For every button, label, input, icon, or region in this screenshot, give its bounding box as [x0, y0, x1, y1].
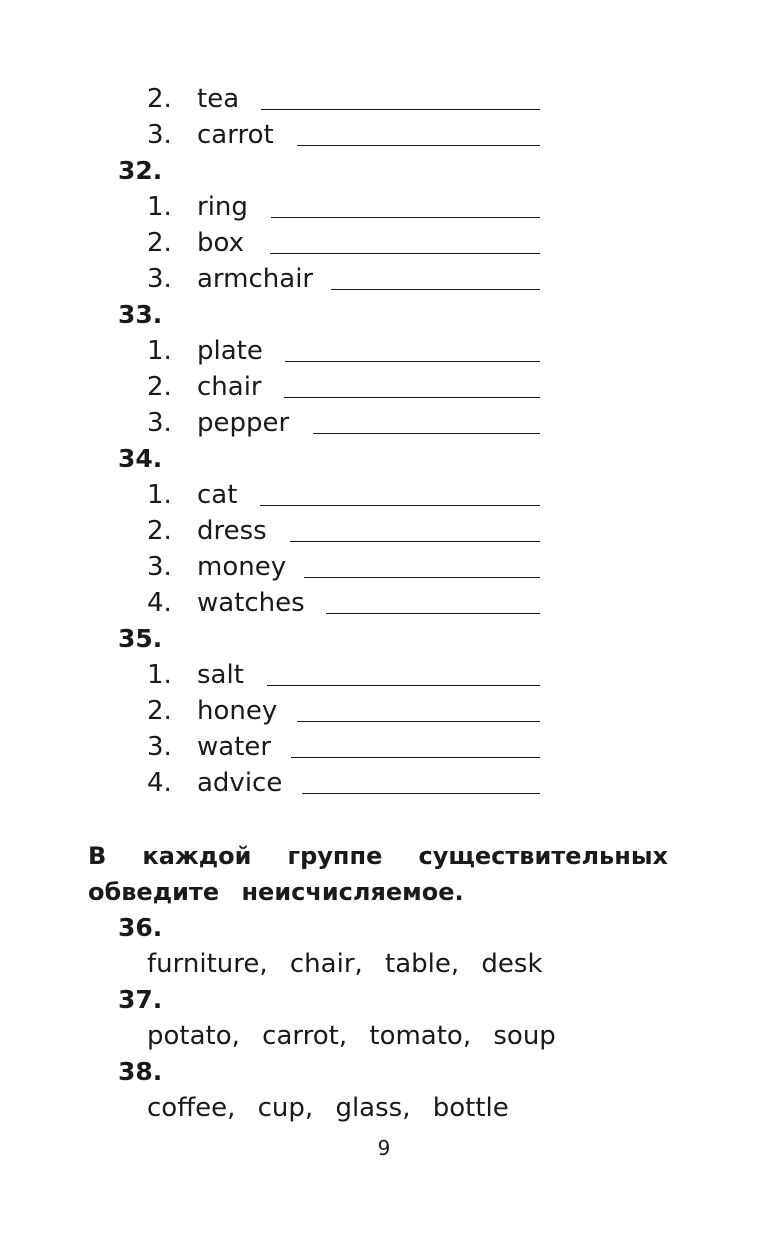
instruction-line: обведите неисчисляемое. [88, 878, 464, 906]
answer-blank[interactable] [291, 757, 540, 758]
item-number: 1. [147, 480, 172, 510]
item-word: tea [197, 84, 240, 114]
exercise-number: 37. [118, 985, 163, 1014]
item-row [0, 405, 768, 441]
page-number: 9 [377, 1136, 391, 1160]
answer-blank[interactable] [297, 721, 540, 722]
item-word: plate [197, 336, 263, 366]
answer-blank[interactable] [271, 217, 540, 218]
item-number: 2. [147, 372, 172, 402]
item-word: watches [197, 588, 305, 618]
item-word: carrot [197, 120, 274, 150]
item-number: 2. [147, 228, 172, 258]
exercise-number: 36. [118, 913, 163, 942]
item-number: 3. [147, 552, 172, 582]
answer-blank[interactable] [304, 577, 540, 578]
item-word: pepper [197, 408, 290, 438]
item-row [0, 549, 768, 585]
instruction-line: В каждой группе существительных [88, 842, 668, 870]
answer-blank[interactable] [270, 253, 540, 254]
word-group[interactable]: coffee, cup, glass, bottle [147, 1093, 509, 1123]
item-word: box [197, 228, 244, 258]
item-word: salt [197, 660, 244, 690]
answer-blank[interactable] [267, 685, 540, 686]
item-number: 4. [147, 588, 172, 618]
item-number: 4. [147, 768, 172, 798]
item-row [0, 189, 768, 225]
item-word: dress [197, 516, 267, 546]
item-row [0, 477, 768, 513]
item-row [0, 117, 768, 153]
exercise-number: 38. [118, 1057, 163, 1086]
answer-blank[interactable] [260, 505, 540, 506]
item-number: 2. [147, 696, 172, 726]
item-row [0, 729, 768, 765]
item-number: 2. [147, 84, 172, 114]
exercise-number: 33. [118, 300, 163, 329]
item-row [0, 585, 768, 621]
item-number: 3. [147, 732, 172, 762]
answer-blank[interactable] [302, 793, 540, 794]
item-word: cat [197, 480, 238, 510]
exercise-number: 35. [118, 624, 163, 653]
item-row [0, 693, 768, 729]
item-word: advice [197, 768, 283, 798]
item-row [0, 261, 768, 297]
answer-blank[interactable] [331, 289, 540, 290]
answer-blank[interactable] [290, 541, 540, 542]
item-row [0, 765, 768, 801]
item-word: honey [197, 696, 278, 726]
exercise-number: 34. [118, 444, 163, 473]
item-row [0, 225, 768, 261]
answer-blank[interactable] [285, 361, 540, 362]
answer-blank[interactable] [261, 109, 540, 110]
item-number: 3. [147, 120, 172, 150]
item-row [0, 513, 768, 549]
item-word: armchair [197, 264, 314, 294]
item-word: chair [197, 372, 262, 402]
item-row [0, 333, 768, 369]
item-word: money [197, 552, 287, 582]
item-row [0, 369, 768, 405]
item-number: 1. [147, 660, 172, 690]
item-row [0, 81, 768, 117]
item-number: 1. [147, 192, 172, 222]
answer-blank[interactable] [313, 433, 540, 434]
item-number: 1. [147, 336, 172, 366]
item-number: 2. [147, 516, 172, 546]
item-number: 3. [147, 408, 172, 438]
answer-blank[interactable] [297, 145, 540, 146]
item-word: water [197, 732, 272, 762]
word-group[interactable]: potato, carrot, tomato, soup [147, 1021, 556, 1051]
item-word: ring [197, 192, 248, 222]
answer-blank[interactable] [284, 397, 540, 398]
item-row [0, 657, 768, 693]
exercise-number: 32. [118, 156, 163, 185]
item-number: 3. [147, 264, 172, 294]
answer-blank[interactable] [326, 613, 540, 614]
word-group[interactable]: furniture, chair, table, desk [147, 949, 543, 979]
